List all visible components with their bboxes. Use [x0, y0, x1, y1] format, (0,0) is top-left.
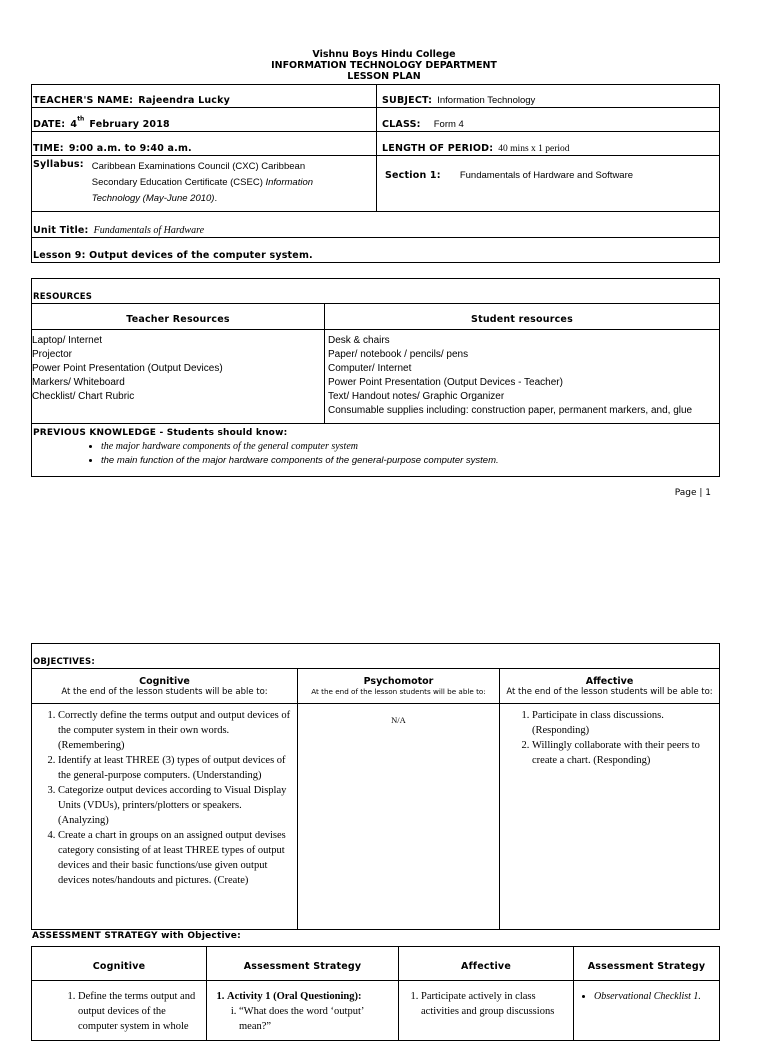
syllabus-value: Caribbean Examinations Council (CXC) Caribbean Secondary Education Certificate (CSEC) [91, 161, 306, 188]
assessment-table [31, 946, 720, 1041]
cognitive-objective-item: 2. Identify at least THREE (3) types of output devices of the general-purpose computers. (Understanding) [58, 753, 295, 783]
student-resource-item: Text/ Handout notes/ Graphic Organizer [328, 391, 505, 402]
assessment-header-strategy: Assessment Strategy [243, 961, 362, 972]
assessment-header-affective: Affective [461, 961, 511, 972]
assessment-title: ASSESSMENT STRATEGY with Objective: [32, 931, 241, 941]
lesson-title-cell [32, 238, 720, 263]
teacher-resource-item: Projector [32, 349, 73, 360]
date-suffix: th [77, 115, 85, 123]
affective-objectives-cell [500, 704, 720, 930]
school-name: Vishnu Boys Hindu College [312, 49, 456, 60]
student-resource-item: Computer/ Internet [328, 363, 412, 374]
previous-knowledge-item: • the major hardware components of the general computer system [101, 440, 719, 454]
class-cell [377, 108, 720, 132]
teacher-label: TEACHER'S NAME: [33, 95, 134, 106]
class-value: Form 4 [433, 119, 464, 130]
teacher-resources-header-cell [32, 304, 325, 330]
teacher-resource-item: Markers/ Whiteboard [32, 377, 125, 388]
syllabus-italic: Information Technology (May-June 2010) [91, 177, 314, 204]
teacher-resources-header: Teacher Resources [126, 314, 230, 325]
previous-knowledge-list [33, 440, 719, 468]
assessment-cognitive-list [32, 989, 206, 1034]
date-day: 4 [70, 119, 78, 130]
student-resource-item: Power Point Presentation (Output Devices - Teacher) [328, 377, 563, 388]
previous-knowledge-cell [32, 424, 720, 477]
teacher-resource-item: Power Point Presentation (Output Devices) [32, 363, 223, 374]
teacher-value: Rajeendra Lucky [138, 95, 231, 106]
assessment-activity-question: i. “What does the word ‘output’ mean?” [239, 1004, 398, 1034]
affective-objectives-list [500, 708, 719, 768]
assessment-activity-list [207, 989, 398, 1004]
assessment-strategy-item: • Observational Checklist 1. [594, 989, 719, 1004]
assessment-affective-list [399, 989, 573, 1019]
length-value: 40 mins x 1 period [498, 144, 570, 154]
assessment-activity-title: 1. Activity 1 (Oral Questioning): [227, 989, 398, 1004]
psychomotor-header: Psychomotor [363, 676, 434, 687]
assessment-header-cell [574, 947, 720, 981]
date-rest: February 2018 [89, 119, 170, 130]
student-resource-item: Paper/ notebook / pencils/ pens [328, 349, 469, 360]
student-resource-item: Desk & chairs [328, 335, 390, 346]
time-cell [32, 132, 377, 156]
affective-objective-item: 2. Willingly collaborate with their peers to create a chart. (Responding) [532, 738, 719, 768]
assessment-header-cell [399, 947, 574, 981]
teacher-resource-item: Laptop/ Internet [32, 335, 103, 346]
date-label: DATE: [33, 119, 66, 130]
class-label: CLASS: [382, 119, 421, 130]
student-resource-item: Consumable supplies including: construction paper, permanent markers, and, glue [328, 405, 693, 416]
objectives-title: OBJECTIVES: [33, 657, 95, 667]
affective-objective-item: 1. Participate in class discussions. (Responding) [532, 708, 719, 738]
assessment-header-strategy-2: Assessment Strategy [587, 961, 706, 972]
assessment-cognitive-cell [32, 981, 207, 1041]
document-type: LESSON PLAN [347, 71, 421, 82]
resources-table [31, 278, 720, 477]
unit-label: Unit Title: [33, 225, 89, 236]
resources-title-cell [32, 279, 720, 304]
lesson-title: Lesson 9: Output devices of the computer system. [33, 250, 313, 261]
section-label: Section 1: [385, 170, 441, 181]
assessment-affective-item: 1. Participate actively in class activities and group discussions [421, 989, 573, 1019]
department-name: INFORMATION TECHNOLOGY DEPARTMENT [271, 60, 497, 71]
assessment-strategy-2-cell [574, 981, 720, 1041]
resources-title: RESOURCES [33, 292, 93, 302]
student-resources-list [325, 330, 720, 424]
psychomotor-objectives-cell [298, 704, 500, 930]
assessment-header-cognitive: Cognitive [92, 961, 146, 972]
psychomotor-subheader: At the end of the lesson students will be able to: [311, 687, 486, 696]
date-cell [32, 108, 377, 132]
affective-header: Affective [585, 675, 634, 687]
cognitive-subheader: At the end of the lesson students will be able to: [61, 686, 268, 697]
psychomotor-header-cell [298, 669, 500, 704]
cognitive-objectives-list [32, 708, 295, 888]
syllabus-cell [32, 156, 377, 212]
subject-value: Information Technology [437, 95, 536, 106]
objectives-title-cell [32, 644, 720, 669]
assessment-header-cell [207, 947, 399, 981]
cognitive-objectives-cell [32, 704, 298, 930]
length-label: LENGTH OF PERIOD: [382, 143, 494, 154]
assessment-cognitive-item: 1. Define the terms output and output devices of the computer system in whole [78, 989, 206, 1034]
section-value: Fundamentals of Hardware and Software [459, 170, 634, 181]
assessment-strategy-2-list [574, 989, 719, 1004]
unit-title-cell [32, 212, 720, 238]
previous-knowledge-item: • the main function of the major hardware components of the general-purpose computer system. [101, 454, 719, 468]
length-cell [377, 132, 720, 156]
section-cell [377, 156, 720, 212]
student-resources-header-cell [325, 304, 720, 330]
teacher-resources-list [32, 330, 325, 424]
cognitive-header: Cognitive [139, 675, 190, 687]
psychomotor-value: N/A [391, 715, 406, 725]
lesson-info-table [31, 84, 720, 263]
subject-cell [377, 85, 720, 108]
previous-knowledge-title: PREVIOUS KNOWLEDGE - Students should know: [33, 428, 288, 438]
affective-subheader: At the end of the lesson students will be able to: [506, 686, 713, 697]
assessment-activity-sublist [207, 1004, 398, 1034]
unit-value: Fundamentals of Hardware [93, 225, 205, 236]
subject-label: SUBJECT: [382, 95, 433, 106]
teacher-cell [32, 85, 377, 108]
time-label: TIME: [33, 143, 64, 154]
cognitive-objective-item: 4. Create a chart in groups on an assigned output devises category consisting of at least THREE types of output devices and their basic functions/use given output devices notes/handouts and pictures. (Create) [58, 828, 295, 888]
assessment-strategy-cell [207, 981, 399, 1041]
teacher-resource-item: Checklist/ Chart Rubric [32, 391, 135, 402]
syllabus-end: . [214, 193, 218, 204]
assessment-affective-cell [399, 981, 574, 1041]
assessment-header-cell [32, 947, 207, 981]
affective-header-cell [500, 669, 720, 704]
objectives-table [31, 643, 720, 930]
cognitive-objective-item: 3. Categorize output devices according to Visual Display Units (VDUs), printers/plotters or speakers. (Analyzing) [58, 783, 295, 828]
cognitive-objective-item: 1. Correctly define the terms output and output devices of the computer system in their own words. (Remembering) [58, 708, 295, 753]
cognitive-header-cell [32, 669, 298, 704]
page-number: Page | 1 [674, 488, 711, 498]
time-value: 9:00 a.m. to 9:40 a.m. [68, 143, 192, 154]
student-resources-header: Student resources [471, 314, 573, 325]
syllabus-label: Syllabus: [33, 159, 84, 170]
